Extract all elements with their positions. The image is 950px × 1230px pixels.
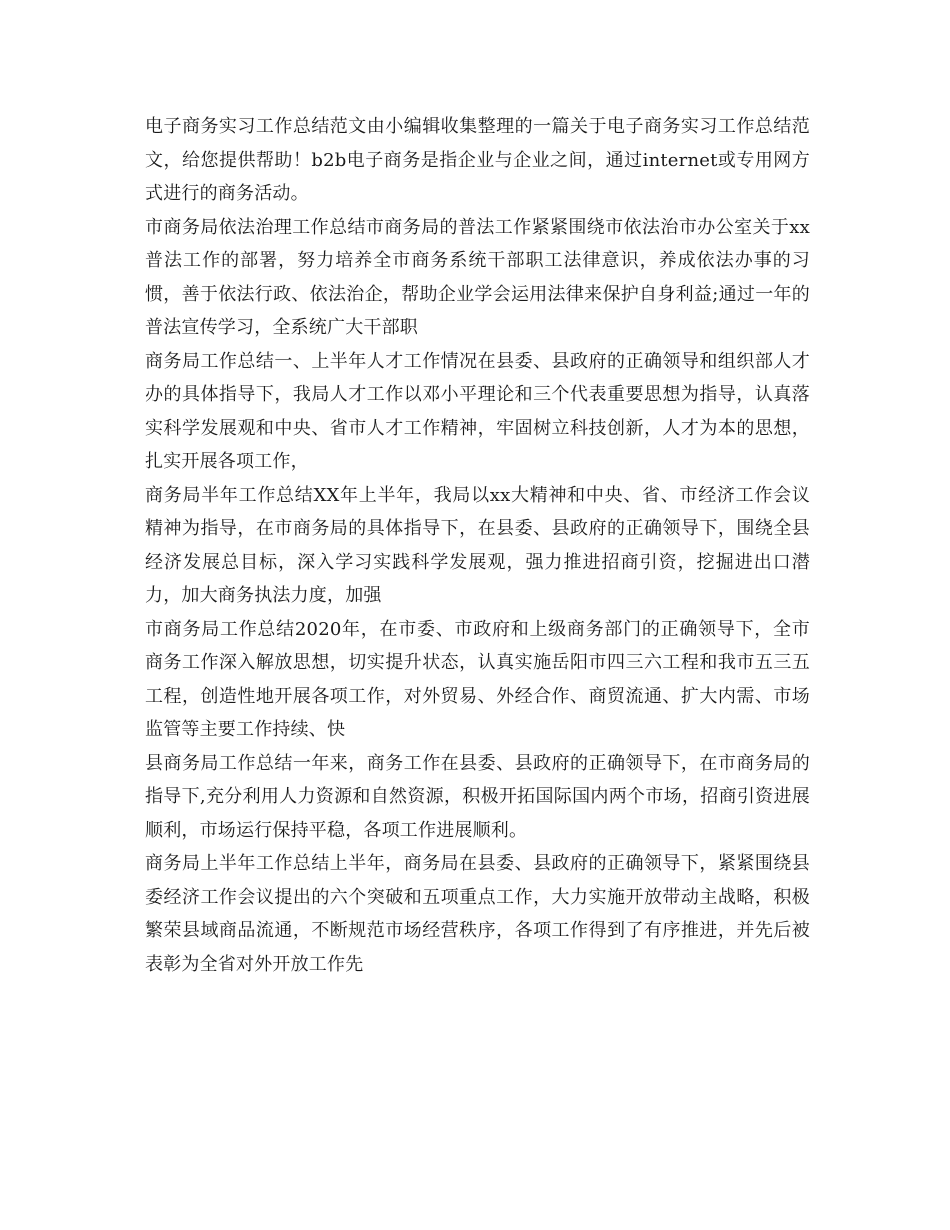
paragraph-half-year-summary: 商务局半年工作总结XX年上半年，我局以xx大精神和中央、省、市经济工作会议精神为指导，在市商务局的具体指导下，在县委、县政府的正确领导下，围绕全县经济发展总目标，深入学习实践科学发展观，强力推进招商引资，挖掘进出口潜力，加大商务执法力度，加强 [145, 484, 810, 606]
document-body [145, 110, 810, 981]
paragraph-talent-work: 商务局工作总结一、上半年人才工作情况在县委、县政府的正确领导和组织部人才办的具体指导下，我局人才工作以邓小平理论和三个代表重要思想为指导，认真落实科学发展观和中央、省市人才工作精神，牢固树立科技创新，人才为本的思想，扎实开展各项工作， [145, 350, 810, 472]
paragraph-city-commerce-2020: 市商务局工作总结2020年，在市委、市政府和上级商务部门的正确领导下，全市商务工作深入解放思想，切实提升状态，认真实施岳阳市四三六工程和我市五三五工程，创造性地开展各项工作，对外贸易、外经合作、商贸流通、扩大内需、市场监管等主要工作持续、快 [145, 618, 810, 740]
paragraph-ecommerce-internship: 电子商务实习工作总结范文由小编辑收集整理的一篇关于电子商务实习工作总结范文，给您提供帮助！b2b电子商务是指企业与企业之间，通过internet或专用网方式进行的商务活动。 [145, 116, 810, 204]
paragraph-county-commerce: 县商务局工作总结一年来，商务工作在县委、县政府的正确领导下，在市商务局的指导下,充分利用人力资源和自然资源，积极开拓国际国内两个市场，招商引资进展顺利，市场运行保持平稳，各项工作进展顺利。 [145, 752, 810, 841]
paragraph-legal-governance: 市商务局依法治理工作总结市商务局的普法工作紧紧围绕市依法治市办公室关于xx普法工作的部署，努力培养全市商务系统干部职工法律意识，养成依法办事的习惯，善于依法行政、依法治企，帮助企业学会运用法律来保护自身利益;通过一年的普法宣传学习，全系统广大干部职 [145, 216, 810, 338]
paragraph-first-half-year: 商务局上半年工作总结上半年，商务局在县委、县政府的正确领导下，紧紧围绕县委经济工作会议提出的六个突破和五项重点工作，大力实施开放带动主战略，积极繁荣县域商品流通，不断规范市场经营秩序，各项工作得到了有序推进，并先后被表彰为全省对外开放工作先 [145, 853, 810, 975]
